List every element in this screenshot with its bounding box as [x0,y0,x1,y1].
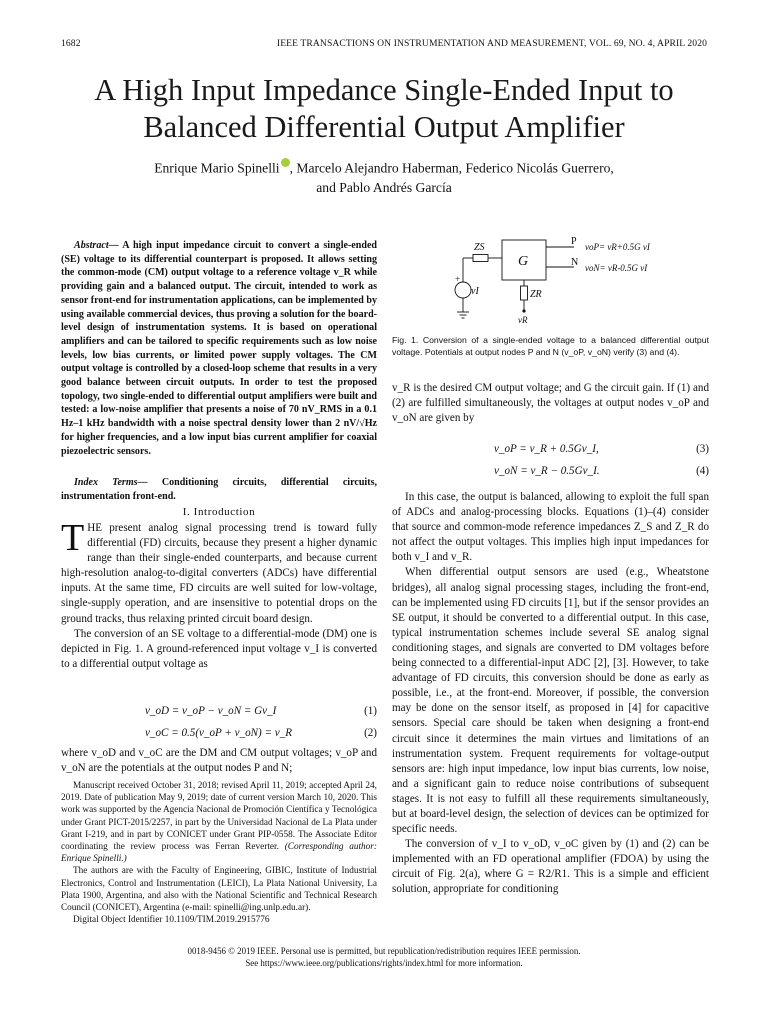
equation-3 [392,442,709,457]
equation-3-body: v_oP = v_R + 0.5Gv_I, [494,443,599,455]
authors-line-2: and Pablo Andrés García [316,179,452,195]
figure-1-circuit [430,232,690,327]
index-terms [61,476,377,503]
plus-sign-label: + [455,274,461,284]
footer-line-2[interactable]: See https://www.ieee.org/publications/rights/index.html for more information. [245,957,523,968]
orcid-icon[interactable] [281,158,290,167]
voltage-source-symbol [455,282,471,298]
figure-1-caption-text: Fig. 1. Conversion of a single-ended voltage to a balanced differential output voltage. Potentials at output nodes P and N (v_oP, v_oN) verify (3) and (4). [392,335,709,357]
footnote-received: Manuscript received October 31, 2018; revised April 11, 2019; accepted April 24, 2019. Date of publication May 9, 2019; date of current version March 10, 2020. This work was supported by the Agencia Nacional de Promoción Científica y Tecnológica under Grant PICT-2015/2257, in part by the Universidad Nacional de La Plata under Grant I-219, and in part by CONICET under Grant PIP-0558. The Associate Editor coordinating the review process was Ferran Reverter. [61,781,377,853]
footnote-affiliation: The authors are with the Faculty of Engineering, GIBIC, Institute of Industrial Electronics, Control and Instrumentation (LEICI), La Plata National University, La Plata 1900, Argentina, and also with the National Scientific and Technical Research Council (CONICET), Argentina (e-mail: spinelli@ing.unlp.edu.ar). [61,866,377,914]
abstract [61,239,377,458]
right-text-1 [392,381,709,426]
equation-1 [61,704,377,719]
after-equations-text [61,746,377,776]
zr-label: ZR [530,289,542,300]
footer-line-1: 0018-9456 © 2019 IEEE. Personal use is permitted, but republication/redistribution requires IEEE permission. [187,946,581,956]
authors-line-1: , Marcelo Alejandro Haberman, Federico Nicolás Guerrero, [289,160,614,176]
index-terms-text: — Conditioning circuits, differential circuits, instrumentation front-end. [61,477,377,502]
figure-1-caption [392,335,709,358]
author-list [60,158,708,197]
abstract-label: Abstract [74,240,109,251]
section-heading: I. Introduction [182,506,256,518]
vr-node-dot [522,309,525,312]
page-number: 1682 [61,38,81,49]
gain-label: G [518,254,529,269]
index-terms-label: Index Terms [74,477,138,488]
right-paragraph-2: In this case, the output is balanced, allowing to exploit the full span of ADCs and analog-processing blocks. Equations (1)–(4) consider that source and common-mode reference impedances Z_S and Z_R do not affect the output voltages. This implies high input impedances for both v_I and v_R. [392,491,709,564]
equation-4-number: (4) [696,465,709,477]
footnote-corresponding: (Corresponding author: Enrique Spinelli.) [61,842,377,865]
introduction [61,517,377,672]
node-p-label: P [571,236,577,247]
equation-4-body: v_oN = v_R − 0.5Gv_I. [494,465,600,477]
vi-label: vI [471,286,479,297]
after-equations-paragraph: where v_oD and v_oC are the DM and CM output voltages; v_oP and v_oN are the potentials at the output nodes P and N; [61,747,377,775]
drop-cap: T [61,517,85,559]
zr-resistor [521,286,528,300]
equation-3-number: (3) [696,443,709,455]
zs-resistor [473,255,488,262]
intro-paragraph-2: The conversion of an SE voltage to a differential-mode (DM) one is depicted in Fig. 1. A ground-referenced input voltage v_I is converted to a differential output voltage as [61,627,377,670]
title-line-2: Balanced Differential Output Amplifier [143,110,625,144]
footnote [61,780,377,926]
intro-paragraph-1: HE present analog signal processing trend is toward fully differential (FD) circuits, because they present a higher dynamic range than their single-ended counterparts, and because current high-resolution analog-to-digital converters (ADCs) have differential inputs. At the same time, FD circuits are well suited for low-voltage, single-supply operation, and are insensitive to potential drops on the ground tracks, thus relaxing printed circuit board design. [61,522,377,625]
right-text-2 [392,490,709,898]
vop-label: voP= vR+0.5G vI [585,242,650,252]
vr-label: vR [518,315,528,325]
first-author: Enrique Mario Spinelli [154,160,280,176]
equation-2-number: (2) [364,727,377,739]
ground-icon [457,312,469,318]
equation-2 [61,726,377,741]
paper-title [40,72,728,146]
equation-4 [392,464,709,479]
equation-2-body: v_oC = 0.5(v_oP + v_oN) = v_R [145,727,293,739]
von-label: voN= vR-0.5G vI [585,263,648,273]
abstract-text: — A high input impedance circuit to convert a single-ended (SE) voltage to its differential counterpart is proposed. It allows setting the common-mode (CM) output voltage to a reference voltage v_R while providing gain and a balanced output. The circuit, intended to work as sensor front-end for instrumentation applications, can be implemented by using available commercial devices, thus proving a solution for the board-level design of instrumentation systems. It is based on operational amplifiers and can be tailored to specific requirements such as low noise levels, low bias currents, or limited power supply voltages. The CM output voltage is controlled by a closed-loop scheme that results in a very good balance between circuit outputs. In order to test the proposed topology, two single-ended to differential output amplifiers were built and tested: a low-noise amplifier that presents a noise of 70 nV_RMS in a 0.1 Hz–1 kHz bandwidth with a noise spectral density lower than 2 nV/√Hz for higher frequencies, and a low input bias current amplifier for coaxial piezoelectric sensors. [61,240,377,457]
node-n-label: N [571,257,579,268]
right-paragraph-3: When differential output sensors are used (e.g., Wheatstone bridges), all analog signal processing stages, including the front-end, can be implemented using FD circuits [1], but if the sensor provides an SE output, it should be converted to a differential output. In this case, typical instrumentation schemes include several SE analog signal conditioning stages, and signals are converted to DM voltages before being connected to a differential-input ADC [2], [3]. However, to take advantage of FD circuits, this conversion should be done as early as possible, i.e., at the front-end. Moreover, if possible, the conversion may be done on the sensor itself, as proposed in [4] for capacitive sensors. Special care should be taken when designing a front-end circuit since it determines the main virtues and limitations of an instrumentation system. Frequent requirements for voltage-output sensors are: high input impedance, low input bias currents, low noise, and a significant gain to reduce noise contributions of subsequent stages. It is not easy to fulfill all these requirements simultaneously, but at board-level design, the selection of devices can be optimized for specific needs. [392,566,709,836]
journal-header: IEEE TRANSACTIONS ON INSTRUMENTATION AND MEASUREMENT, VOL. 69, NO. 4, APRIL 2020 [276,38,707,49]
title-line-1: A High Input Impedance Single-Ended Input to [94,73,674,107]
equation-1-body: v_oD = v_oP − v_oN = Gv_I [145,705,277,717]
right-paragraph-1: v_R is the desired CM output voltage; and G the circuit gain. If (1) and (2) are fulfilled simultaneously, the voltages at output nodes v_oP and v_oN are given by [392,382,709,425]
right-paragraph-4: The conversion of v_I to v_oD, v_oC given by (1) and (2) can be implemented with an FD operational amplifier (FDOA) by using the circuit of Fig. 2(a), where G = R2/R1. This is a simple and efficient solution, appropriate for conditioning [392,838,709,896]
copyright-footer [60,946,708,969]
footnote-doi[interactable]: Digital Object Identifier 10.1109/TIM.2019.2915776 [73,915,270,926]
equation-1-number: (1) [364,705,377,717]
zs-label: ZS [474,242,485,253]
